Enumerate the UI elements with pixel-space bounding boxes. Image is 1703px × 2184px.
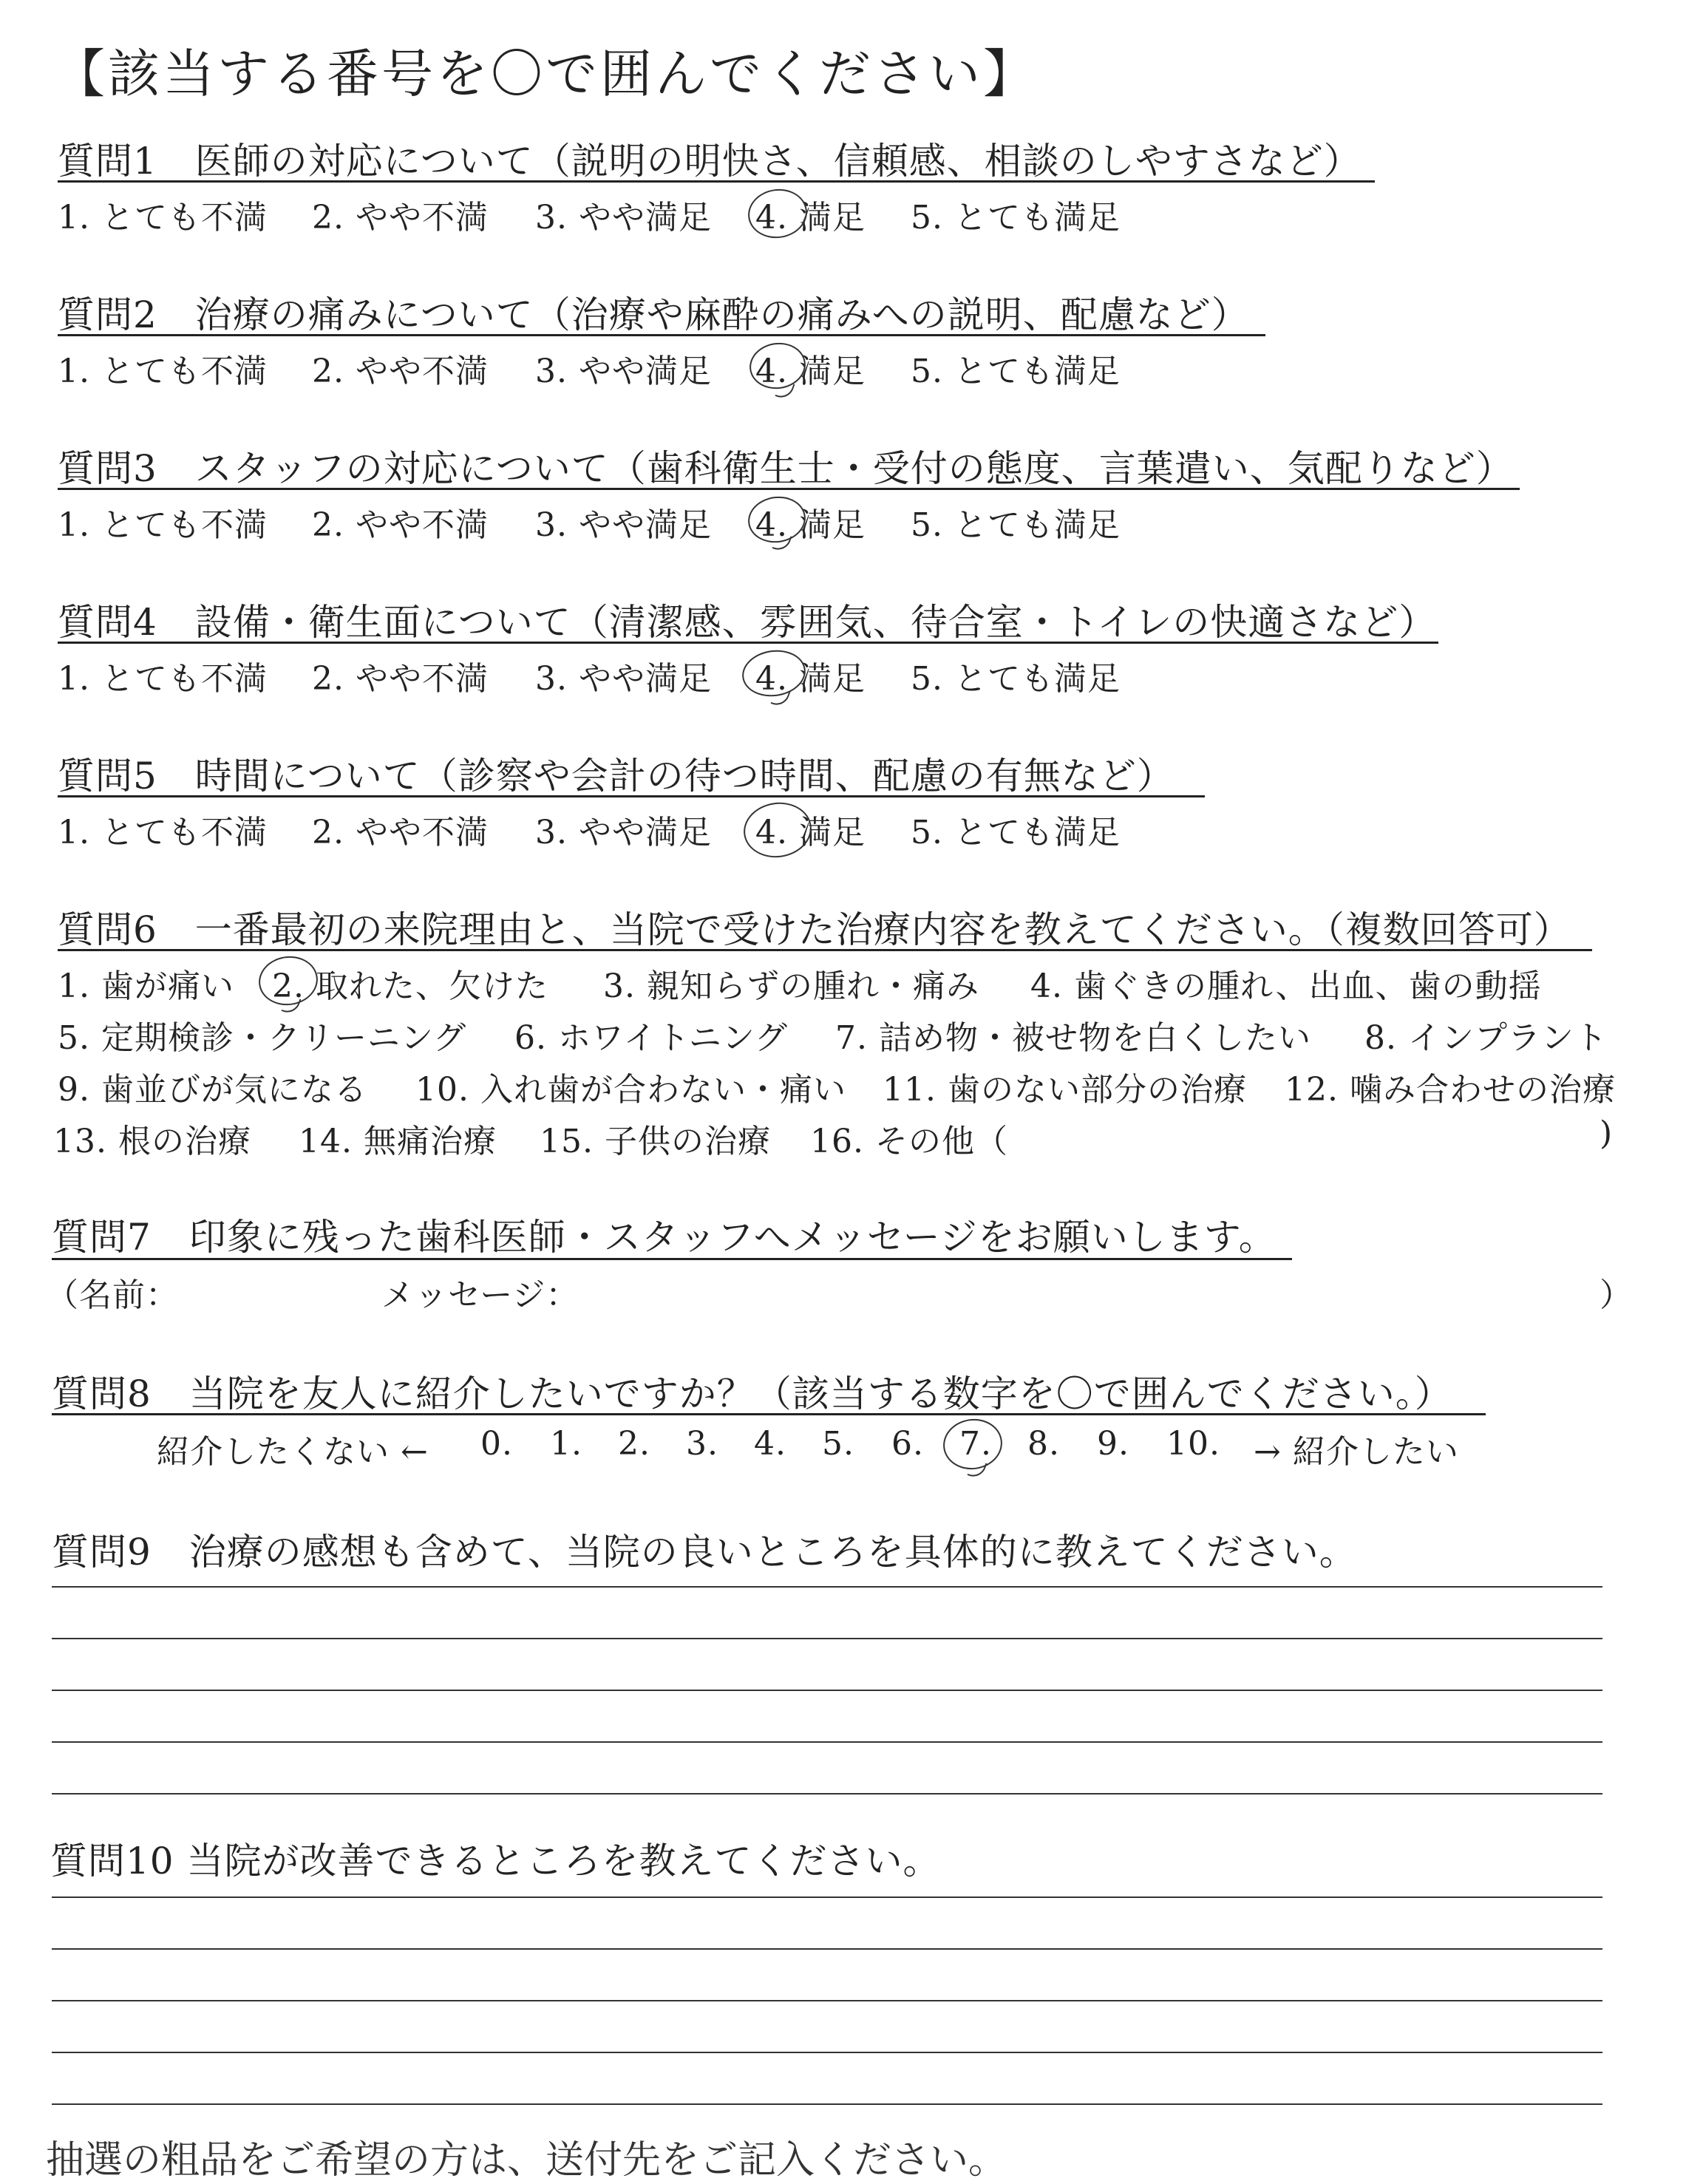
q1-title: 質問1 医師の対応について（説明の明快さ、信頼感、相談のしやすさなど） [58, 140, 1362, 183]
q6-option-9[interactable]: 9. 歯並びが気になる [58, 1071, 367, 1109]
q1-option-4[interactable]: 4. 満足 [755, 199, 866, 237]
q8-scale-1[interactable]: 1. [550, 1425, 582, 1463]
q10-answer-line-2[interactable] [52, 1948, 1602, 1950]
q6-option-6[interactable]: 6. ホワイトニング [514, 1019, 789, 1057]
q8-scale-6[interactable]: 6. [891, 1425, 924, 1463]
q6-option-2[interactable]: 2. 取れた、欠けた [272, 967, 548, 1005]
q5-title: 質問5 時間について（診察や会計の待つ時間、配慮の有無など） [58, 755, 1175, 797]
q6-option-16[interactable]: 16. その他（ [810, 1123, 1008, 1160]
q8-scale-7[interactable]: 7. [959, 1425, 992, 1463]
q2-option-2[interactable]: 2. やや不満 [312, 353, 489, 390]
q8-scale-9[interactable]: 9. [1097, 1425, 1129, 1463]
q8-scale-8[interactable]: 8. [1027, 1425, 1060, 1463]
footer-note: 抽選の粗品をご希望の方は、送付先をご記入ください。 [46, 2138, 1007, 2183]
q8-scale-2[interactable]: 2. [618, 1425, 650, 1463]
q6-option-4[interactable]: 4. 歯ぐきの腫れ、出血、歯の動揺 [1030, 967, 1542, 1005]
q5-option-3[interactable]: 3. やや満足 [535, 814, 712, 851]
q6-option-13[interactable]: 13. 根の治療 [53, 1123, 251, 1160]
q2-option-3[interactable]: 3. やや満足 [535, 353, 712, 390]
q10-title: 質問10 当院が改善できるところを教えてください。 [50, 1840, 941, 1882]
q2-option-4[interactable]: 4. 満足 [755, 353, 866, 390]
q6-option-11[interactable]: 11. 歯のない部分の治療 [883, 1071, 1247, 1109]
q6-option-1[interactable]: 1. 歯が痛い [58, 967, 234, 1005]
q5-underline [58, 795, 1205, 797]
q3-option-4[interactable]: 4. 満足 [755, 506, 866, 544]
q8-left-label: 紹介したくない ← [157, 1433, 429, 1471]
q3-option-1[interactable]: 1. とても不満 [58, 506, 268, 544]
q4-option-2[interactable]: 2. やや不満 [312, 660, 489, 698]
q1-underline [58, 180, 1375, 183]
q1-option-2[interactable]: 2. やや不満 [312, 199, 489, 237]
q10-answer-line-3[interactable] [52, 2000, 1602, 2001]
q8-scale-5[interactable]: 5. [822, 1425, 854, 1463]
q6-other-close: ) [1600, 1115, 1614, 1152]
q6-option-3[interactable]: 3. 親知らずの腫れ・痛み [603, 967, 979, 1005]
q6-underline [58, 949, 1592, 951]
q3-option-3[interactable]: 3. やや満足 [535, 506, 712, 544]
q1-option-1[interactable]: 1. とても不満 [58, 199, 268, 237]
q1-option-3[interactable]: 3. やや満足 [535, 199, 712, 237]
q9-answer-line-2[interactable] [52, 1638, 1602, 1639]
q2-option-1[interactable]: 1. とても不満 [58, 353, 268, 390]
q8-right-label: → 紹介したい [1254, 1433, 1459, 1471]
q8-scale-10[interactable]: 10. [1166, 1425, 1220, 1463]
q7-title: 質問7 印象に残った歯科医師・スタッフへメッセージをお願いします。 [52, 1216, 1277, 1259]
q2-underline [58, 334, 1265, 336]
q4-option-1[interactable]: 1. とても不満 [58, 660, 268, 698]
q6-title: 質問6 一番最初の来院理由と、当院で受けた治療内容を教えてください。（複数回答可） [58, 908, 1571, 951]
q6-option-7[interactable]: 7. 詰め物・被せ物を白くしたい [835, 1019, 1311, 1057]
q6-option-8[interactable]: 8. インプラント [1364, 1019, 1608, 1057]
q2-title: 質問2 治療の痛みについて（治療や麻酔の痛みへの説明、配慮など） [58, 293, 1249, 336]
q9-answer-line-3[interactable] [52, 1690, 1602, 1691]
q9-answer-line-5[interactable] [52, 1793, 1602, 1795]
q3-option-2[interactable]: 2. やや不満 [312, 506, 489, 544]
q8-title: 質問8 当院を友人に紹介したいですか？（該当する数字を〇で囲んでください。） [52, 1372, 1452, 1415]
q10-answer-line-4[interactable] [52, 2052, 1602, 2053]
q4-title: 質問4 設備・衛生面について（清潔感、雰囲気、待合室・トイレの快適さなど） [58, 601, 1437, 644]
q2-option-5[interactable]: 5. とても満足 [911, 353, 1121, 390]
q6-option-14[interactable]: 14. 無痛治療 [299, 1123, 497, 1160]
q6-option-12[interactable]: 12. 噛み合わせの治療 [1285, 1071, 1616, 1109]
q3-underline [58, 488, 1520, 490]
q7-underline [52, 1258, 1292, 1260]
q7-message-label: メッセージ： [381, 1276, 579, 1314]
page-header: 【該当する番号を〇で囲んでください】 [53, 44, 1038, 104]
q5-option-1[interactable]: 1. とても不満 [58, 814, 268, 851]
q5-option-4[interactable]: 4. 満足 [755, 814, 866, 851]
q6-option-10[interactable]: 10. 入れ歯が合わない・痛い [415, 1071, 846, 1109]
q10-answer-line-5[interactable] [52, 2103, 1602, 2105]
q8-scale-3[interactable]: 3. [686, 1425, 718, 1463]
q8-scale-4[interactable]: 4. [754, 1425, 786, 1463]
q4-underline [58, 642, 1438, 644]
q9-title: 質問9 治療の感想も含めて、当院の良いところを具体的に教えてください。 [52, 1531, 1357, 1574]
q1-option-5[interactable]: 5. とても満足 [911, 199, 1121, 237]
q9-answer-line-1[interactable] [52, 1586, 1602, 1588]
q5-option-2[interactable]: 2. やや不満 [312, 814, 489, 851]
q7-close-paren: ） [1600, 1276, 1633, 1314]
q5-option-5[interactable]: 5. とても満足 [911, 814, 1121, 851]
q4-option-5[interactable]: 5. とても満足 [911, 660, 1121, 698]
q4-option-3[interactable]: 3. やや満足 [535, 660, 712, 698]
q6-option-5[interactable]: 5. 定期検診・クリーニング [58, 1019, 467, 1057]
q4-option-4[interactable]: 4. 満足 [755, 660, 866, 698]
q8-underline [52, 1413, 1486, 1415]
q10-answer-line-1[interactable] [52, 1896, 1602, 1898]
q3-option-5[interactable]: 5. とても満足 [911, 506, 1121, 544]
q9-answer-line-4[interactable] [52, 1741, 1602, 1743]
q6-option-15[interactable]: 15. 子供の治療 [540, 1123, 771, 1160]
q8-scale-0[interactable]: 0. [480, 1425, 513, 1463]
q3-title: 質問3 スタッフの対応について（歯科衛生士・受付の態度、言葉遣い、気配りなど） [58, 447, 1514, 490]
q7-name-label: （名前： [46, 1276, 179, 1314]
